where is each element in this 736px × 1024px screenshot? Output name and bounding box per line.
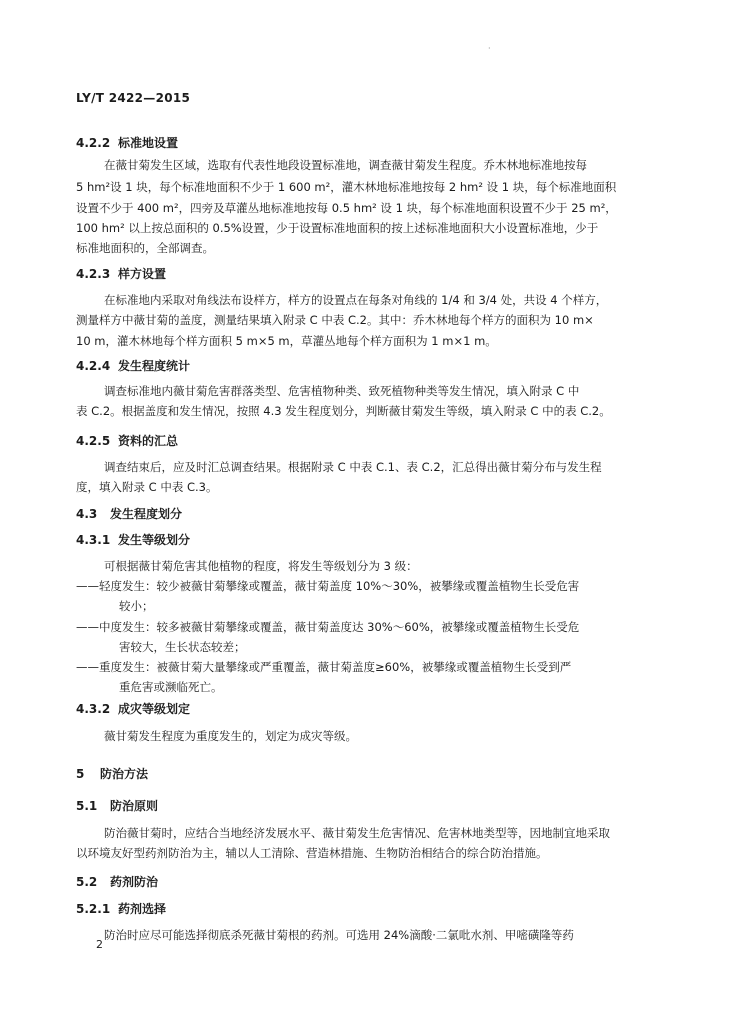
paragraph-line: 标准地面积的，全部调查。 — [76, 241, 214, 255]
paragraph-line: 薇甘菊发生程度为重度发生的，划定为成灾等级。 — [104, 729, 357, 743]
section-heading-4-2-5: 4.2.5 资料的汇总 — [76, 434, 179, 448]
document-page: · LY/T 2422—2015 4.2.2 标准地设置 在薇甘菊发生区域，选取有代表性地段设置标准地，调查薇甘菊发生程度。乔木林地标准地按每 5 hm²设 1 块，每个标准地面积不少于 1 600 m²，灌木林地标准地按每 2 hm² 设 1 块，每个标准地面积 设置不少于 400 m²，四旁及草灌丛地标准地按每 0.5 hm² 设 1 块，每个标准地面积设置不少于 25 m²， 100 hm² 以上按总面积的 0.5%设置，少于设置标准地面积的按上述标准地面积大小设置标准地，少于 标准地面积的，全部调查。 4.2.3 样方设置 在标准地内采取对角线法布设样方，样方的设置点在每条对角线的 1/4 和 3/4 处，共设 4 个样方， 测量样方中薇甘菊的盖度，测量结果填入附录 C 中表 C.2。其中：乔木林地每个样方的面积为 10 m× 10 m，灌木林地每个样方面积 5 m×5 m，草灌丛地每个样方面积为 1 m×1 m。 4.2.4 发生程度统计 调查标准地内薇甘菊危害群落类型、危害植物种类、致死植物种类等发生情况，填入附录 C 中 表 C.2。根据盖度和发生情况，按照 4.3 发生程度划分，判断薇甘菊发生等级，填入附录 C 中的表 C.2。 4.2.5 资料的汇总 调查结束后，应及时汇总调查结果。根据附录 C 中表 C.1、表 C.2，汇总得出薇甘菊分布与发生程 度，填入附录 C 中表 C.3。 4.3 发生程度划分 4.3.1 发生等级划分 可根据薇甘菊危害其他植物的程度，将发生等级划分为 3 级： ——轻度发生：较少被薇甘菊攀缘或覆盖，薇甘菊盖度 10%～30%，被攀缘或覆盖植物生长受危害 较小； ——中度发生：较多被薇甘菊攀缘或覆盖，薇甘菊盖度达 30%～60%，被攀缘或覆盖植物生长受危 害较大，生长状态较差； ——重度发生：被薇甘菊大量攀缘或严重覆盖，薇甘菊盖度≥60%，被攀缘或覆盖植物生长受到严 重危害或濒临死亡。 4.3.2 成灾等级划定 薇甘菊发生程度为重度发生的，划定为成灾等级。 5 防治方法 5.1 防治原则 防治薇甘菊时，应结合当地经济发展水平、薇甘菊发生危害情况、危害林地类型等，因地制宜地采取 以环境友好型药剂防治为主，辅以人工清除、营造林措施、生物防治相结合的综合防治措施。 5.2 药剂防治 5.2.1 药剂选择 防治时应尽可能选择彻底杀死薇甘菊根的药剂。可选用 24%滴酸·二氯吡水剂、甲嘧磺隆等药 2 — [76, 44, 617, 951]
paragraph-line: 表 C.2。根据盖度和发生情况，按照 4.3 发生程度划分，判断薇甘菊发生等级，填入附录 C 中的表 C.2。 — [76, 404, 611, 418]
section-heading-5-2: 5.2 药剂防治 — [76, 875, 159, 889]
paragraph-line: 100 hm² 以上按总面积的 0.5%设置，少于设置标准地面积的按上述标准地面积大小设置标准地，少于 — [76, 221, 599, 235]
list-item: ——轻度发生：较少被薇甘菊攀缘或覆盖，薇甘菊盖度 10%～30%，被攀缘或覆盖植物生长受危害 — [76, 579, 580, 593]
standard-code-header: LY/T 2422—2015 — [76, 91, 191, 105]
paragraph-line: 防治薇甘菊时，应结合当地经济发展水平、薇甘菊发生危害情况、危害林地类型等，因地制宜地采取 — [104, 826, 610, 840]
paragraph-line: 在标准地内采取对角线法布设样方，样方的设置点在每条对角线的 1/4 和 3/4 处，共设 4 个样方， — [104, 293, 608, 307]
paragraph-line: 调查结束后，应及时汇总调查结果。根据附录 C 中表 C.1、表 C.2，汇总得出薇甘菊分布与发生程 — [104, 460, 602, 474]
paragraph-line: 5 hm²设 1 块，每个标准地面积不少于 1 600 m²，灌木林地标准地按每 2 hm² 设 1 块，每个标准地面积 — [76, 180, 617, 194]
list-item: ——重度发生：被薇甘菊大量攀缘或严重覆盖，薇甘菊盖度≥60%，被攀缘或覆盖植物生长受到严 — [76, 660, 572, 674]
section-heading-5-1: 5.1 防治原则 — [76, 799, 159, 813]
paragraph-line: 可根据薇甘菊危害其他植物的程度，将发生等级划分为 3 级： — [104, 559, 418, 573]
list-item-continuation: 害较大，生长状态较差； — [119, 640, 246, 654]
section-heading-4-3: 4.3 发生程度划分 — [76, 507, 183, 521]
section-heading-4-2-4: 4.2.4 发生程度统计 — [76, 359, 191, 373]
paragraph-line: 在薇甘菊发生区域，选取有代表性地段设置标准地，调查薇甘菊发生程度。乔木林地标准地按每 — [104, 158, 587, 172]
list-item-continuation: 较小； — [119, 599, 154, 613]
paragraph-line: 以环境友好型药剂防治为主，辅以人工清除、营造林措施、生物防治相结合的综合防治措施。 — [76, 846, 548, 860]
list-item-continuation: 重危害或濒临死亡。 — [119, 680, 223, 694]
paragraph-line: 防治时应尽可能选择彻底杀死薇甘菊根的药剂。可选用 24%滴酸·二氯吡水剂、甲嘧磺隆等药 — [104, 928, 574, 942]
page-number: 2 — [96, 938, 103, 951]
paragraph-line: 10 m，灌木林地每个样方面积 5 m×5 m，草灌丛地每个样方面积为 1 m×1 m。 — [76, 334, 497, 348]
paragraph-line: 调查标准地内薇甘菊危害群落类型、危害植物种类、致死植物种类等发生情况，填入附录 C 中 — [104, 384, 580, 398]
list-item: ——中度发生：较多被薇甘菊攀缘或覆盖，薇甘菊盖度达 30%～60%，被攀缘或覆盖植物生长受危 — [76, 620, 580, 634]
section-heading-4-2-2: 4.2.2 标准地设置 — [76, 136, 179, 150]
section-heading-4-3-1: 4.3.1 发生等级划分 — [76, 533, 191, 547]
paragraph-line: 测量样方中薇甘菊的盖度，测量结果填入附录 C 中表 C.2。其中：乔木林地每个样方的面积为 10 m× — [76, 313, 594, 327]
paragraph-line: 设置不少于 400 m²，四旁及草灌丛地标准地按每 0.5 hm² 设 1 块，每个标准地面积设置不少于 25 m²， — [76, 201, 617, 215]
section-heading-5: 5 防治方法 — [76, 767, 149, 781]
section-heading-4-3-2: 4.3.2 成灾等级划定 — [76, 702, 191, 716]
section-heading-4-2-3: 4.2.3 样方设置 — [76, 267, 167, 281]
section-heading-5-2-1: 5.2.1 药剂选择 — [76, 902, 167, 916]
paragraph-line: 度，填入附录 C 中表 C.3。 — [76, 480, 218, 494]
